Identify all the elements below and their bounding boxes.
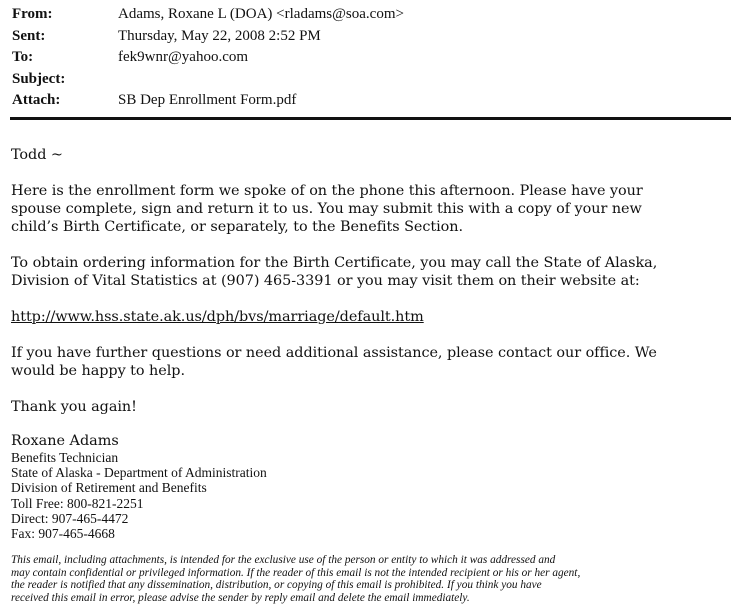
to-label: To: bbox=[12, 49, 34, 65]
sent-row bbox=[12, 26, 717, 48]
signature-block bbox=[11, 450, 267, 541]
signature-name: Roxane Adams bbox=[11, 433, 119, 449]
paragraph-line: If you have further questions or need additional assistance, please contact our office. We bbox=[11, 345, 657, 361]
paragraph-contact bbox=[11, 344, 723, 380]
attach-label: Attach: bbox=[12, 92, 61, 108]
paragraph-line: spouse complete, sign and return it to us. You may submit this with a copy of your new bbox=[11, 201, 642, 217]
vital-statistics-link[interactable]: http://www.hss.state.ak.us/dph/bvs/marriage/default.htm bbox=[11, 309, 424, 325]
attachment-link[interactable]: SB Dep Enrollment Form.pdf bbox=[118, 92, 297, 108]
from-value[interactable]: Adams, Roxane L (DOA) <rladams@soa.com> bbox=[118, 6, 404, 22]
disclaimer-line: the reader is notified that any dissemination, distribution, or copying of this email is prohibited. If you think you have bbox=[11, 579, 542, 592]
signature-division: Division of Retirement and Benefits bbox=[11, 480, 207, 496]
to-value[interactable]: fek9wnr@yahoo.com bbox=[118, 49, 249, 65]
header-divider bbox=[10, 117, 731, 120]
signature-title: Benefits Technician bbox=[11, 450, 119, 465]
paragraph-line: Division of Vital Statistics at (907) 465-3391 or you may visit them on their website at: bbox=[11, 273, 640, 289]
paragraph-line: To obtain ordering information for the Birth Certificate, you may call the State of Alaska, bbox=[11, 255, 658, 271]
to-row bbox=[12, 47, 717, 69]
signature-toll-free: Toll Free: 800-821-2251 bbox=[11, 495, 144, 511]
confidentiality-disclaimer bbox=[11, 554, 727, 604]
disclaimer-line: This email, including attachments, is intended for the exclusive use of the person or entity to which it was addressed and bbox=[11, 554, 556, 566]
subject-label: Subject: bbox=[12, 70, 66, 87]
paragraph-line: Here is the enrollment form we spoke of on the phone this afternoon. Please have your bbox=[11, 183, 643, 199]
from-label: From: bbox=[12, 6, 53, 22]
attach-row bbox=[12, 90, 717, 112]
signature-direct: Direct: 907-465-4472 bbox=[11, 510, 129, 526]
subject-row bbox=[12, 69, 717, 91]
disclaimer-line: may contain confidential or privileged information. If the reader of this email is not the intended recipient or his or her agent, bbox=[11, 566, 581, 579]
sent-label: Sent: bbox=[12, 27, 46, 44]
closing-thanks: Thank you again! bbox=[11, 399, 137, 415]
paragraph-birth-certificate bbox=[11, 254, 723, 290]
signature-org: State of Alaska - Department of Administration bbox=[11, 465, 267, 481]
from-row bbox=[12, 4, 717, 26]
paragraph-enrollment bbox=[11, 182, 723, 236]
email-header bbox=[12, 4, 717, 112]
paragraph-line: would be happy to help. bbox=[11, 363, 185, 379]
sent-value: Thursday, May 22, 2008 2:52 PM bbox=[118, 27, 321, 44]
greeting: Todd ~ bbox=[11, 147, 63, 163]
paragraph-line: child’s Birth Certificate, or separately, to the Benefits Section. bbox=[11, 219, 464, 235]
disclaimer-line: received this email in error, please advise the sender by reply email and delete the email immediately. bbox=[11, 591, 470, 604]
signature-fax: Fax: 907-465-4668 bbox=[11, 526, 115, 542]
